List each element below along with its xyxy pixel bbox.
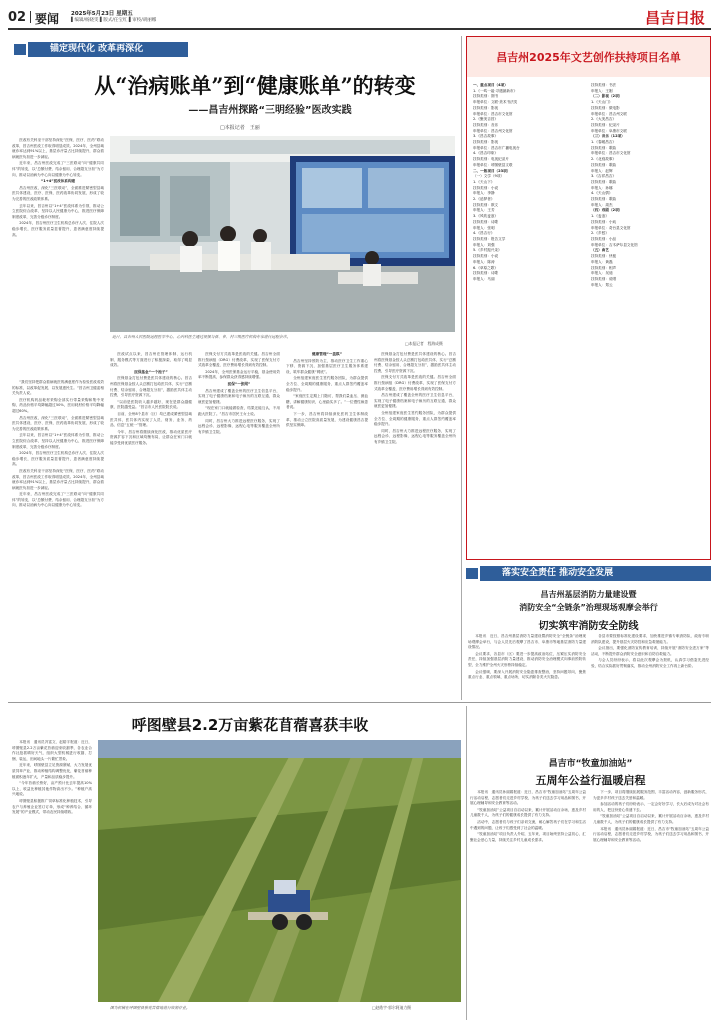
list-item: 申报人：马丽 <box>473 276 495 281</box>
list-item: 5.《乡村振兴录》 <box>473 248 502 253</box>
list-heading: （二）影视（2项） <box>591 94 623 99</box>
paragraph: 同时，昌吉州大力推进远程医疗服务，实现了远程会诊、远程影像、远程心电等服务覆盖全州所有乡镇卫生院。 <box>198 418 280 434</box>
paragraph: “我们坚持把群众看病就医的满意度作为检验医改成效的标准，以改革促发展、以发展惠民生。”昌吉州卫健委相关负责人说。 <box>12 380 104 396</box>
paragraph: 目前，全州8个县市（区）均已建成紧密型县域医共体，医共体内实现了人员、财务、业务、药品、信息“五统一”管理。 <box>110 411 192 428</box>
list-item: 申报人：郑云 <box>591 282 613 287</box>
paragraph: 会议要求，各县市（区）要进一步提高政治站位，压紧压实消防安全责任，持续加强基层消防力量建设，推动消防安全治理模式向事前预防转型，全力维护全州火灾形势持续稳定。 <box>468 651 586 667</box>
paragraph: 参加活动的孩子们纷纷表示，一定会好好学习，长大后成为对社会有用的人，把这份爱心传递下去。 <box>593 802 709 812</box>
list-item: 6.《草原之歌》 <box>473 265 498 270</box>
list-item: 1.《天山门》 <box>591 100 613 105</box>
section-subhead: 医保基金“一个池子” <box>134 369 168 374</box>
alfalfa-photo-caption: 图为机械在呼图壁县紫花苜蓿地进行收割作业。 <box>110 1005 190 1010</box>
paragraph: 医保支付方式改革是医改的关键。昌吉州全面推行按病组（DRG）付费改革，实现了医保支付方式改革全覆盖，医疗费用增长得到有效控制。 <box>374 375 456 391</box>
photo-credit: □本报记者 程海成摄 <box>405 341 443 346</box>
paragraph: “牧童加油站”公益项目自启动以来，累计开展活动百余场，惠及乡村儿童数千人，为孩子们的健康成长提供了有力支持。 <box>470 807 586 818</box>
masthead-logo: 昌吉日报 <box>644 9 705 27</box>
list-item: 4.《天山情》 <box>591 191 613 196</box>
list-item: 申报人：张明 <box>473 225 495 230</box>
header-rule <box>8 28 711 30</box>
section-banner <box>480 566 711 581</box>
list-item: 扶持类别：电视纪录片 <box>473 157 509 162</box>
list-item: 申报单位：昌吉州文化馆 <box>473 128 513 133</box>
list-item: 申报单位：文联·美术书法类 <box>473 100 518 105</box>
paragraph: 本报讯 近日，昌吉州基层消防力量建设暨消防安全“全链条”治理现场观摩会举行，与会人员先后观摩了昌吉市、阜康市等地基层消防力量建设情况。 <box>468 634 586 650</box>
paragraph: 会议指出，要强化消防宣传教育培训，持续开展“消防安全进万家”等活动，不断提升群众消防安全意识和自防自救能力。 <box>591 646 709 656</box>
list-item: 申报单位：昌吉市文化馆 <box>473 111 513 116</box>
list-heading: （三）音乐（12项） <box>591 134 625 139</box>
list-item: 扶持类别：小说 <box>473 185 499 190</box>
list-item: 扶持类别：影视 <box>473 105 499 110</box>
banner-text: 落实安全责任 推动安全发展 <box>502 568 614 578</box>
list-item: 扶持类别：影视 <box>473 140 499 145</box>
fire-article-column-2 <box>591 634 709 698</box>
paragraph: 各县市要按照标准化建设要求，加快推进乡镇专职消防队、政府专职消防队建设，提升基层火灾防控和应急救援能力。 <box>591 634 709 644</box>
list-item: 1.《天山下》 <box>473 179 495 184</box>
list-item: 申报单位：阜康市文联 <box>591 128 627 133</box>
column-divider <box>461 36 462 700</box>
list-item: 3.《吉祥昌吉》 <box>591 174 616 179</box>
list-item: 申报人：孙娜 <box>591 185 613 190</box>
list-heading: （四）戏剧（2项） <box>591 208 623 213</box>
list-item: 4.《昌吉印象》 <box>473 151 498 156</box>
list-item: 2.《聚美吉昌》 <box>473 117 498 122</box>
article-column-4 <box>286 352 368 698</box>
list-item: 扶持类别：音乐 <box>473 122 499 127</box>
paragraph: 2024年，昌吉州医疗卫生机构总诊疗人次、住院人次稳步增长，医疗服务质量显著提升，患者满意度持续提高。 <box>12 451 104 467</box>
alfalfa-photo-credit: □赵皓宇·郭尔阿迪力摄 <box>372 1005 411 1010</box>
paragraph: 活动中，志愿者们与孩子们亲切交流，耐心解答孩子们在学习和生活中遇到的问题，让孩子们感受到了社会的温暖。 <box>470 819 586 830</box>
column-divider <box>466 706 467 1020</box>
article-column-3 <box>198 352 280 698</box>
paragraph: 近年来，昌吉州医改完成了“三医联动”向“健康共同体”的转变，以“总额付费、结余留用、合理超支分担”为方向，推动以治病为中心向以健康为中心转变。 <box>12 492 104 508</box>
paragraph: 昌吉州建成了覆盖全州的医疗卫生信息平台，实现了电子健康档案和电子病历的互联互通，群众就医更加便捷。 <box>374 393 456 409</box>
list-title: 昌吉州2025年文艺创作扶持项目名单 <box>496 51 681 64</box>
alfalfa-article-column <box>12 740 92 1018</box>
paragraph: 全州组建家庭医生签约服务团队，为群众提供全方位、全周期的健康服务，重点人群签约覆盖率稳步提升。 <box>374 410 456 427</box>
article-column-2 <box>110 352 192 698</box>
list-item: 扶持类别：歌曲 <box>591 145 617 150</box>
paragraph: 本报讯 通讯员孙丽娟报道：近日，昌吉市“牧童加油站”五周年公益行活动启程，志愿者们走进乡村学校，为孩子们送去学习用品和图书，开展心理辅导和安全教育等活动。 <box>470 790 586 806</box>
charity-article-column-1 <box>470 790 586 1018</box>
paragraph: 全州组建家庭医生签约服务团队，为群众提供全方位、全周期的健康服务，重点人群签约覆盖率稳步提升。 <box>286 376 368 392</box>
list-item: 扶持类别：散文 <box>473 202 499 207</box>
paragraph: 医改试点以来，昌吉州在管理体制、运行机制、服务模式等方面进行了积极探索，取得了明显成效。 <box>110 352 192 368</box>
list-item: 扶持类别：诗歌 <box>473 271 499 276</box>
paragraph: 呼图壁县积极推广饲草标准化种植技术，引导农户与养殖企业签订订单，形成“种养结合、循环发展”的产业模式，带动农民持续增收。 <box>12 798 92 815</box>
section-subhead: 健康管理“一盘棋” <box>312 352 342 356</box>
paragraph: 本报讯 通讯员孙丽娟报道：近日，昌吉市“牧童加油站”五周年公益行活动启程，志愿者们走进乡村学校，为孩子们送去学习用品和图书，开展心理辅导和安全教育等活动。 <box>593 826 709 842</box>
issue-date: 2025年5月23日 星期五 <box>71 11 133 17</box>
list-item: 扶持类别：相声 <box>591 265 617 270</box>
paragraph: “今年苜蓿长势好，亩产预计比去年提高10%以上，收益比种植其他作物高出不少。”种植户高兴地说。 <box>12 781 92 797</box>
list-item: 扶持类别：纪录片 <box>591 122 620 127</box>
project-list-column-2 <box>591 83 706 553</box>
list-item: 申报人：黄磊 <box>591 259 613 264</box>
list-item: 3.《昌吉故事》 <box>473 134 498 139</box>
list-item: 2.《北庭故事》 <box>591 157 616 162</box>
list-heading: 一、重点项目（4项） <box>473 83 508 87</box>
paragraph: 同时，昌吉州大力推进远程医疗服务，实现了远程会诊、远程影像、远程心电等服务覆盖全州所有乡镇卫生院。 <box>374 428 456 444</box>
paragraph: “牧童加油站”项目负责人介绍，五年来，项目始终坚持公益初心，汇聚社会爱心力量，持续关注乡村儿童成长需求。 <box>470 832 586 842</box>
list-item: 扶持类别：小品 <box>591 236 617 241</box>
paragraph: 医改有关科室干部坚持深化“医保、医疗、医药”联动改革，昌吉州医改工作取得明显成效。2024年，全州县域就诊率达到91%以上，基层诊疗量占比持续提升，群众看病就医负担进一步减轻。 <box>12 468 104 490</box>
section-banner <box>28 42 188 57</box>
list-item: 扶持类别：图书 <box>473 94 499 99</box>
list-item: 申报人：王刚 <box>591 88 613 93</box>
paragraph: 医保支付方式改革是医改的关键。昌吉州全面推行按病组（DRG）付费改革，实现了医保支付方式改革全覆盖，医疗费用增长得到有效控制。 <box>198 352 280 368</box>
paragraph: 2024年，昌吉州医疗卫生机构总诊疗人次、住院人次稳步增长，医疗服务质量显著提升，患者满意度持续提高。 <box>12 221 104 237</box>
paragraph: 医改有关科室干部坚持深化“医保、医疗、医药”联动改革，昌吉州医改工作取得明显成效。2024年，全州县域就诊率达到91%以上，基层诊疗量占比持续提升，群众看病就医负担进一步减轻。 <box>12 138 104 159</box>
banner-marker <box>466 568 478 579</box>
list-item: 1.《麦浪》 <box>591 214 609 219</box>
paragraph: 昌吉州建成了覆盖全州的医疗卫生信息平台，实现了电子健康档案和电子病历的互联互通，群众就医更加便捷。 <box>198 388 280 404</box>
header-divider <box>30 11 31 23</box>
list-item: 申报人：刘强 <box>473 242 495 247</box>
charity-title-line2: 五周年公益行温暖启程 <box>535 774 646 787</box>
charity-article-column-2 <box>593 790 709 1018</box>
paragraph: 本报讯 通讯员冯富文、赵皓宇报道：近日，呼图壁县2.2万亩紫花苜蓿迎来收割季，各农业合作社抢抓晴好天气，组织大型机械进行收割、打捆、装运，田间地头一片繁忙景象。 <box>12 740 92 761</box>
article-column-5 <box>374 352 456 698</box>
fire-title-line2: 消防安全“全链条”治理现场观摩会举行 <box>519 603 658 612</box>
list-item: 申报单位：昌吉市文化馆 <box>591 151 631 156</box>
paragraph: 医疗机构药品耗材采购全部实行带量采购和集中采购，药品价格平均降幅超过50%，医用耗材价格平均降幅超过60%。 <box>12 397 104 413</box>
list-item: 扶持类别：歌曲 <box>591 162 617 167</box>
alfalfa-harvest-photo <box>98 740 461 1002</box>
article-photo <box>110 136 455 332</box>
headline: 从“治病账单”到“健康账单”的转变 <box>94 73 416 98</box>
arts-project-box <box>466 36 711 560</box>
list-item: 申报人：赵辉 <box>591 168 613 173</box>
list-item: 扶持类别：歌曲 <box>591 197 617 202</box>
paragraph: 下一步，项目将继续拓展服务范围，丰富活动内容，创新服务形式，为更多乡村孩子送去关爱和温暖。 <box>593 790 709 800</box>
paragraph: “现在家门口就能做检查，结果还能互认，不用跑大医院了。”昌吉市居民王女士说。 <box>198 406 280 416</box>
list-item: 扶持类别：诗歌 <box>473 219 499 224</box>
list-item: 2.《大美昌吉》 <box>591 117 616 122</box>
alfalfa-photo <box>98 740 461 1002</box>
paragraph: 近年来，昌吉州医改完成了“三医联动”向“健康共同体”的转变，以“总额付费、结余留用、合理超支分担”为方向，推动以治病为中心向以健康为中心转变。 <box>12 161 104 177</box>
paragraph: 昌吉州坚持预防为主，推动医疗卫生工作重心下移、资源下沉，加强基层医疗卫生服务体系建设，筑牢群众健康“网底”。 <box>286 358 368 374</box>
page-header <box>8 6 711 28</box>
paragraph: 医保基金打包付费是医共体建设的核心。昌吉州将医保基金按人头总额打包给医共体，实行“总额付费、结余留用、合理超支分担”，激励医共体主动控费，引导医疗资源下沉。 <box>110 376 192 398</box>
paragraph: 医保基金打包付费是医共体建设的核心。昌吉州将医保基金按人头总额打包给医共体，实行“总额付费、结余留用、合理超支分担”，激励医共体主动控费，引导医疗资源下沉。 <box>374 352 456 373</box>
charity-title-line1: 昌吉市“牧童加油站” <box>548 759 633 769</box>
list-item: 扶持类别：歌曲 <box>591 179 617 184</box>
section-name: 要闻 <box>35 12 60 26</box>
paragraph: 去年以来，昌吉州以“1+4”医改体系为引领，推动公立医院综合改革，坚持以人民健康为中心，推进医疗保障制度改革，完善分级诊疗制度。 <box>12 203 104 219</box>
photo-caption: 近日，昌吉州人民医院远程医学中心，心内科医生通过视频与县、乡、村三级医疗机构专家进行远程会诊。 <box>112 334 291 339</box>
paragraph: 下一步，昌吉州将持续深化医药卫生体制改革，推动公立医院高质量发展，为建设健康昌吉提供坚实保障。 <box>286 411 368 428</box>
list-item: 申报单位：奇台县文化馆 <box>591 225 631 230</box>
list-item: 扶持类别：小说 <box>473 254 499 259</box>
list-item: 申报人：吴迪 <box>591 271 613 276</box>
banner-text: 锚定现代化 改革再深化 <box>50 44 144 54</box>
paragraph: 昌吉州医改，深化“三医联动”，全面推进紧密型县域医共体建设，医疗、医保、医药改革协同发展，形成了较为完善的医改政策体系。 <box>12 415 104 431</box>
list-item: 扶持类别：报告文学 <box>473 236 506 241</box>
list-item: 3.《风吹麦浪》 <box>473 214 498 219</box>
list-item: 4.《昌吉行》 <box>473 231 495 236</box>
list-item: 申报单位：吉木萨尔县文化馆 <box>591 242 638 247</box>
article-intro-column <box>12 138 104 376</box>
list-item: （一）文学（9项） <box>473 174 505 179</box>
list-item: 扶持类别：小戏 <box>591 219 617 224</box>
paragraph: “以前是医院收入越多越好，现在是群众越健康、医院越受益。”昌吉市人民医院院长说。 <box>110 399 192 410</box>
paragraph: 今年，昌吉州将继续深化医改，推动优质医疗资源扩容下沉和区域均衡布局，让群众在家门口就能享受到优质医疗服务。 <box>110 429 192 445</box>
editor-credits: ▌编辑/杨晓雯 ▌版式/任宝红 ▌审校/胡丽娜 <box>71 18 157 23</box>
list-item: 申报单位：昌吉市广播电视台 <box>473 145 520 150</box>
banner-marker <box>14 44 26 55</box>
list-item: 申报单位：昌吉州文联 <box>591 111 627 116</box>
list-item: 2.《追梦者》 <box>473 197 495 202</box>
paragraph: 近年来，呼图壁县立足资源禀赋，大力发展优质饲草产业，推动种植结构调整优化，紫花苜蓿种植面积逐年扩大，产量和品质稳步提升。 <box>12 763 92 779</box>
section-subhead: 医保“一张网” <box>227 381 251 386</box>
hospital-telemedicine-photo <box>110 136 455 332</box>
fire-title-main: 切实筑牢消防安全防线 <box>538 621 639 632</box>
list-item: 扶持类别：说唱 <box>591 276 617 281</box>
section-subhead: “1+4”医改体系构建 <box>40 179 76 184</box>
list-item: 申报人：周杰 <box>591 202 613 207</box>
list-item: 申报单位：呼图壁县文联 <box>473 162 513 167</box>
list-item: 扶持类别：微电影 <box>591 105 620 110</box>
fire-title-line1: 昌吉州基层消防力量建设暨 <box>540 590 637 599</box>
project-list-column-1 <box>473 83 585 553</box>
alfalfa-headline: 呼图壁县2.2万亩紫花苜蓿喜获丰收 <box>131 716 369 734</box>
list-item: 2.《乡愁》 <box>591 231 609 236</box>
subheadline: ——昌吉州探路“三明经验”医改实践 <box>188 105 352 116</box>
list-heading: 二、一般项目（23项） <box>473 168 511 173</box>
paragraph: “家庭医生定期上门随访，帮我们量血压、测血糖，讲解健康知识，心里踏实多了。”一位慢性病患者说。 <box>286 394 368 410</box>
fire-article-column-1 <box>468 634 586 698</box>
paragraph: 会议强调，要深入开展消防安全隐患排查整治，坚持问题导向，聚焦重点行业、重点领域、重点场所，切实消除各类火灾隐患。 <box>468 669 586 680</box>
byline: □本报记者 王丽 <box>220 125 260 131</box>
list-item: 申报人：陈涛 <box>473 259 495 264</box>
list-item: 扶持类别：书法 <box>591 83 617 87</box>
paragraph: 去年以来，昌吉州以“1+4”医改体系为引领，推动公立医院综合改革，坚持以人民健康为中心，推进医疗保障制度改革，完善分级诊疗制度。 <box>12 433 104 449</box>
horizontal-divider <box>8 702 711 703</box>
list-item: 申报人：王芳 <box>473 208 495 213</box>
article-column-1 <box>12 380 104 698</box>
list-item: 1.《一鸣一裳·寻遇最新市》 <box>473 88 518 93</box>
paragraph: 与会人员纷纷表示，将以此次观摩会为契机，认真学习借鉴先进经验，结合实际抓好贯彻落实，推动全州消防安全工作再上新台阶。 <box>591 658 709 668</box>
list-heading: （五）曲艺 <box>591 248 609 253</box>
page-number: 02 <box>8 10 27 25</box>
list-item: 扶持类别：快板 <box>591 254 617 259</box>
list-item: 1.《春暖昌吉》 <box>591 140 616 145</box>
paragraph: “牧童加油站”公益项目自启动以来，累计开展活动百余场，惠及乡村儿童数千人，为孩子们的健康成长提供了有力支持。 <box>593 814 709 824</box>
list-item: 申报人：李静 <box>473 191 495 196</box>
paragraph: 2024年，全州医保基金运行平稳，基金使用效率不断提高，参保群众获得感持续增强。 <box>198 369 280 380</box>
paragraph: 昌吉州医改，深化“三医联动”，全面推进紧密型县域医共体建设，医疗、医保、医药改革协同发展，形成了较为完善的医改政策体系。 <box>12 185 104 201</box>
